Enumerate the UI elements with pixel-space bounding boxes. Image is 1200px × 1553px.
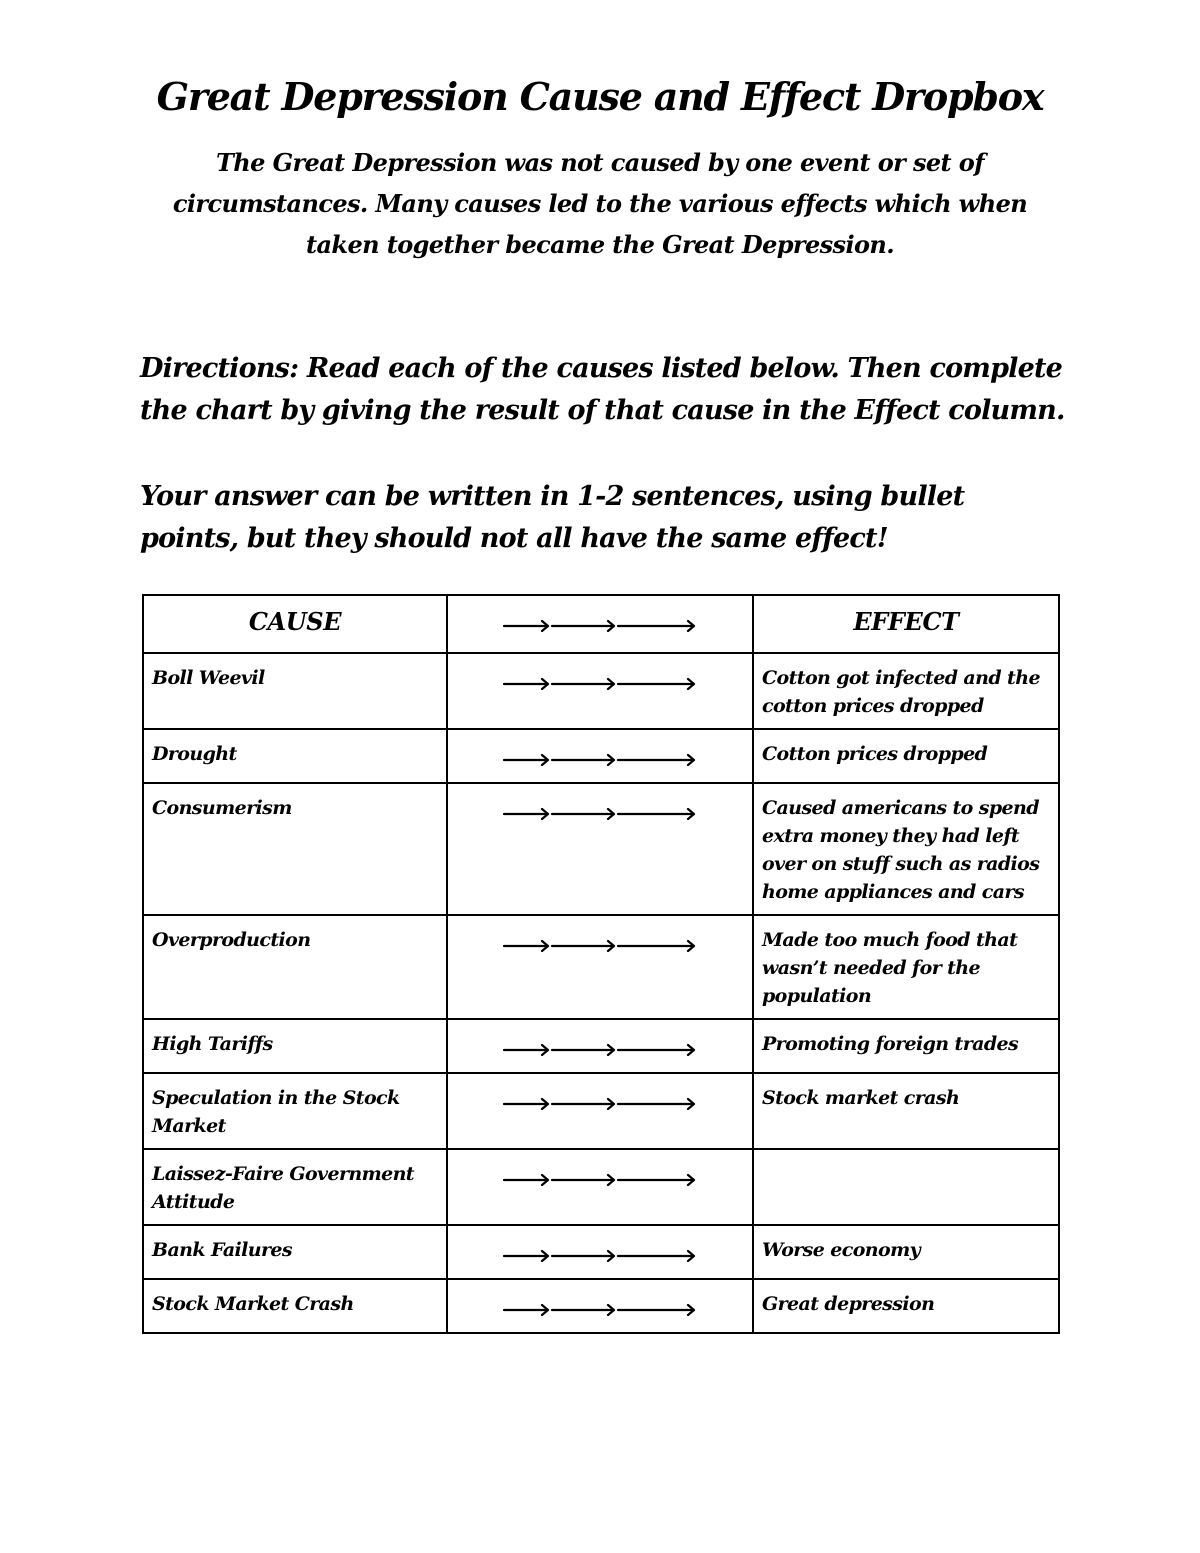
triple-arrow-icon	[502, 1172, 698, 1186]
table-row	[143, 1225, 1059, 1279]
triple-arrow-icon	[502, 676, 698, 690]
cause-cell: Boll Weevil	[143, 653, 447, 729]
effect-cell: Stock market crash	[753, 1073, 1059, 1149]
effect-cell: Cotton prices dropped	[753, 729, 1059, 783]
arrow-cell	[447, 1073, 753, 1149]
triple-arrow-icon	[502, 938, 698, 952]
table-row	[143, 1019, 1059, 1073]
cause-cell: High Tariffs	[143, 1019, 447, 1073]
arrow-column-header	[447, 595, 753, 653]
triple-arrow-icon	[502, 618, 698, 632]
table-row	[143, 1073, 1059, 1149]
arrow-cell	[447, 1225, 753, 1279]
arrow-cell	[447, 1279, 753, 1333]
cause-cell: Laissez-Faire Government Attitude	[143, 1149, 447, 1225]
arrow-cell	[447, 915, 753, 1019]
arrow-cell	[447, 783, 753, 915]
table-header-row	[143, 595, 1059, 653]
triple-arrow-icon	[502, 752, 698, 766]
arrow-cell	[447, 1019, 753, 1073]
page-title: Great Depression Cause and Effect Dropbox	[156, 74, 1044, 119]
triple-arrow-icon	[502, 1042, 698, 1056]
table-row	[143, 1279, 1059, 1333]
intro-paragraph: The Great Depression was not caused by one event or set of circumstances. Many causes led to the various effects which when taken together became the Great Depression.	[172, 148, 1028, 259]
table-row	[143, 729, 1059, 783]
directions-paragraph: Directions: Read each of the causes listed below. Then complete the chart by giving the result of that cause in the Effect column.	[140, 353, 1065, 426]
cause-column-header: CAUSE	[143, 595, 447, 653]
table-body	[143, 653, 1059, 1333]
arrow-cell	[447, 1149, 753, 1225]
triple-arrow-icon	[502, 1096, 698, 1110]
table-row	[143, 783, 1059, 915]
triple-arrow-icon	[502, 1248, 698, 1262]
effect-cell: Worse economy	[753, 1225, 1059, 1279]
triple-arrow-icon	[502, 806, 698, 820]
cause-cell: Overproduction	[143, 915, 447, 1019]
triple-arrow-icon	[502, 1302, 698, 1316]
cause-cell: Speculation in the Stock Market	[143, 1073, 447, 1149]
effect-cell: Made too much food that wasn’t needed for the population	[753, 915, 1059, 1019]
effect-cell: Cotton got infected and the cotton prices dropped	[753, 653, 1059, 729]
effect-cell: Great depression	[753, 1279, 1059, 1333]
effect-cell: Caused americans to spend extra money they had left over on stuff such as radios home appliances and cars	[753, 783, 1059, 915]
arrow-cell	[447, 653, 753, 729]
effect-cell	[753, 1149, 1059, 1225]
answer-note-paragraph: Your answer can be written in 1-2 sentences, using bullet points, but they should not all have the same effect!	[140, 481, 965, 554]
cause-cell: Consumerism	[143, 783, 447, 915]
effect-cell: Promoting foreign trades	[753, 1019, 1059, 1073]
cause-effect-table	[142, 594, 1060, 1334]
effect-column-header: EFFECT	[753, 595, 1059, 653]
cause-cell: Stock Market Crash	[143, 1279, 447, 1333]
table-row	[143, 653, 1059, 729]
table-row	[143, 915, 1059, 1019]
cause-cell: Drought	[143, 729, 447, 783]
table-row	[143, 1149, 1059, 1225]
arrow-cell	[447, 729, 753, 783]
cause-cell: Bank Failures	[143, 1225, 447, 1279]
